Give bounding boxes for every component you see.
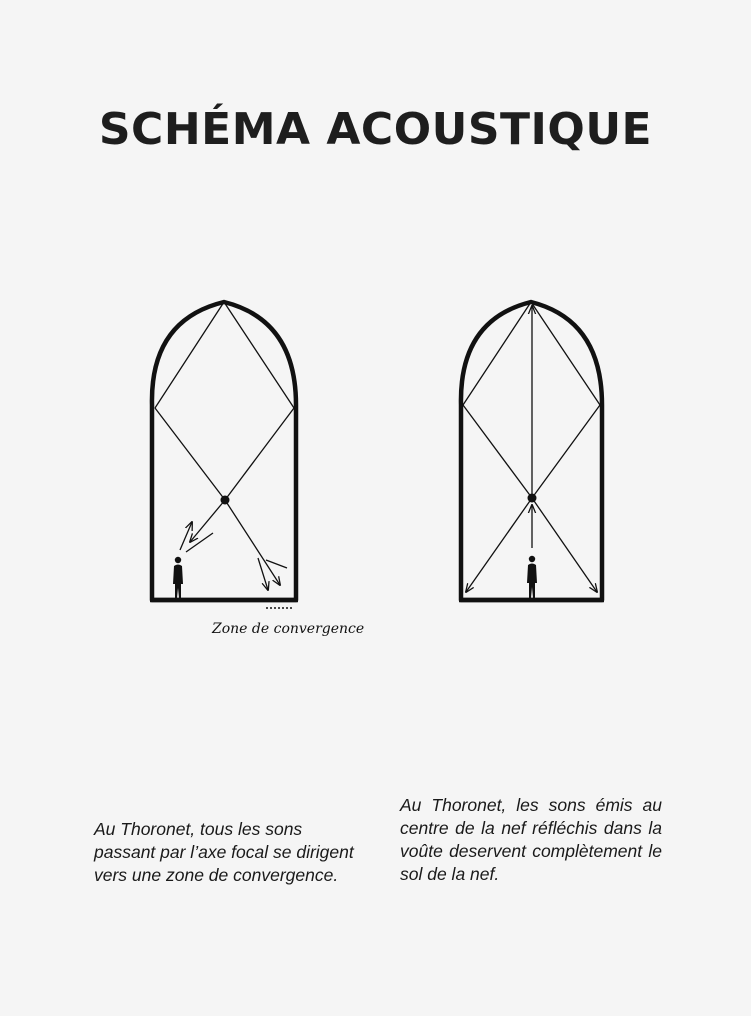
left-person-figure — [173, 557, 183, 598]
left-focal-point — [221, 496, 230, 505]
right-person-figure — [527, 556, 537, 598]
caption-right: Au Thoronet, les sons émis au centre de la nef réfléchis dans la voûte deservent complètement le sol de la nef. — [400, 795, 662, 884]
right-focal-point — [528, 494, 537, 503]
left-arch-outline — [152, 302, 296, 600]
left-arch-diagram — [150, 302, 364, 637]
left-reflection-lines — [155, 302, 294, 590]
caption-left: Au Thoronet, tous les sons passant par l’axe focal se dirigent vers une zone de convergence. — [94, 819, 354, 885]
right-arch-diagram — [459, 302, 604, 600]
page-title: SCHÉMA ACOUSTIQUE — [98, 104, 653, 155]
convergence-label: Zone de convergence — [212, 621, 365, 637]
right-reflection-lines — [463, 302, 600, 592]
